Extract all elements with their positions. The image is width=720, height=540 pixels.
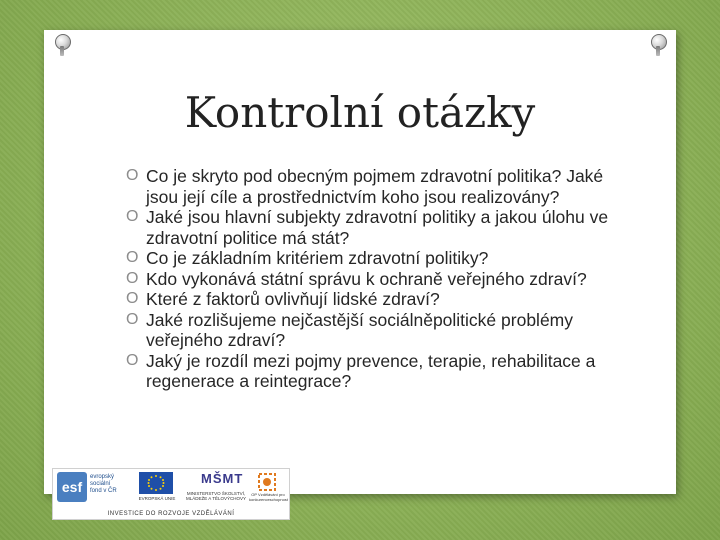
bullet-icon: O [126, 351, 139, 369]
question-text: Jaký je rozdíl mezi pojmy prevence, terapie, rehabilitace a regenerace a reintegrace? [146, 350, 596, 391]
slide-title: Kontrolní otázky [184, 88, 536, 137]
eu-flag-logo: EVROPSKÁ UNIE [131, 472, 179, 506]
question-text: Jaké jsou hlavní subjekty zdravotní politiky a jakou úlohu ve zdravotní politice má stát? [146, 207, 609, 248]
eu-flag-icon [139, 472, 173, 494]
bullet-icon: O [126, 249, 139, 266]
question-item [126, 310, 626, 351]
bullet-icon: O [126, 290, 139, 307]
msmt-logo: MŠMT MINISTERSTVO ŠKOLSTVÍ, MLÁDEŽE A TĚLOVÝCHOVY [186, 471, 246, 501]
bullet-icon: O [126, 269, 139, 287]
question-item [126, 269, 626, 290]
question-item [126, 207, 626, 248]
question-list [126, 166, 626, 392]
question-text: Co je základním kritériem zdravotní politiky? [146, 248, 489, 268]
op-vk-logo: OP Vzdělávání pro konkurenceschopnost [249, 471, 285, 507]
pushpin-top-right-icon [650, 34, 668, 56]
esf-logo: esf evropský sociální fond v ČR [57, 472, 123, 504]
op-vk-emblem-icon [249, 471, 285, 493]
funding-logos-banner [52, 468, 290, 520]
question-item [126, 351, 626, 392]
question-text: Co je skryto pod obecným pojmem zdravotní politika? Jaké jsou její cíle a prostřednictvím koho jsou realizovány? [146, 166, 604, 207]
investment-tagline: INVESTICE DO ROZVOJE VZDĚLÁVÁNÍ [107, 511, 235, 517]
question-item [126, 166, 626, 207]
question-text: Které z faktorů ovlivňují lidské zdraví? [146, 289, 440, 309]
bullet-icon: O [126, 208, 139, 225]
question-text: Kdo vykonává státní správu k ochraně veřejného zdraví? [146, 268, 587, 289]
bullet-icon: O [126, 310, 139, 328]
bullet-icon: O [126, 167, 139, 184]
question-item [126, 248, 626, 269]
pushpin-top-left-icon [54, 34, 72, 56]
question-item [126, 289, 626, 310]
question-text: Jaké rozlišujeme nejčastější sociálněpolitické problémy veřejného zdraví? [146, 309, 573, 350]
